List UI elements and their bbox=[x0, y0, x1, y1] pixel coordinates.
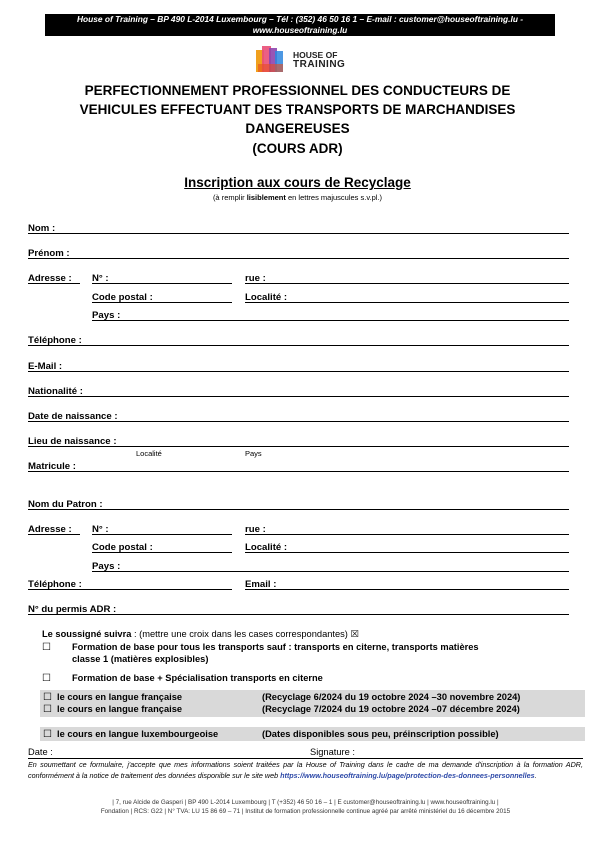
lieu-pays-hint: Pays bbox=[245, 449, 262, 458]
option-1-label-line-1: Formation de base pour tous les transports sauf : transports en citerne, transports matières bbox=[72, 642, 479, 652]
localite-field[interactable] bbox=[245, 302, 569, 303]
permis-adr-label: N° du permis ADR : bbox=[28, 604, 117, 615]
nom-field[interactable] bbox=[28, 233, 569, 234]
email-label: E-Mail : bbox=[28, 361, 63, 372]
patron-telephone-field[interactable] bbox=[28, 589, 232, 590]
code-postal-label: Code postal : bbox=[92, 292, 153, 303]
pays-field[interactable] bbox=[92, 320, 569, 321]
course-2-detail: (Recyclage 7/2024 du 19 octobre 2024 –07 décembre 2024) bbox=[262, 704, 520, 714]
nom-patron-label: Nom du Patron : bbox=[28, 499, 103, 510]
rue-label: rue : bbox=[245, 273, 266, 284]
prenom-label: Prénom : bbox=[28, 248, 70, 259]
patron-no-field[interactable] bbox=[92, 534, 232, 535]
course-3-language: le cours en langue luxembourgeoise bbox=[57, 729, 219, 739]
patron-code-postal-label: Code postal : bbox=[92, 542, 153, 553]
permis-adr-field[interactable] bbox=[28, 614, 569, 615]
lieu-naissance-field[interactable] bbox=[28, 446, 569, 447]
nom-label: Nom : bbox=[28, 223, 56, 234]
patron-pays-label: Pays : bbox=[92, 561, 121, 572]
footer-registration: Fondation | RCS: G22 | N° TVA: LU 15 86 69 – 71 | Institut de formation professionnelle continue agréé par arrêté ministériel du 16 décembre 2015 bbox=[100, 808, 511, 815]
patron-email-label: Email : bbox=[245, 579, 277, 590]
options-intro-rest: : (mettre une croix dans les cases correspondantes) ☒ bbox=[131, 629, 359, 639]
course-1-checkbox[interactable]: ☐ bbox=[43, 692, 52, 703]
nationalite-label: Nationalité : bbox=[28, 386, 83, 397]
logo-line-1: HOUSE OF bbox=[293, 50, 338, 60]
nationalite-field[interactable] bbox=[28, 396, 569, 397]
logo-mark-icon bbox=[255, 44, 289, 76]
lieu-localite-hint: Localité bbox=[136, 449, 162, 458]
patron-localite-label: Localité : bbox=[245, 542, 288, 553]
patron-adresse-label: Adresse : bbox=[28, 524, 72, 535]
rue-field[interactable] bbox=[245, 283, 569, 284]
form-heading: Inscription aux cours de Recyclage bbox=[184, 175, 411, 190]
options-intro bbox=[42, 629, 359, 640]
course-1-detail: (Recyclage 6/2024 du 19 octobre 2024 –30 novembre 2024) bbox=[262, 692, 521, 702]
prenom-field[interactable] bbox=[28, 258, 569, 259]
localite-label: Localité : bbox=[245, 292, 288, 303]
notice-text: En soumettant ce formulaire, j'accepte que mes informations soient traitées par la House of Training dans le cadre de ma demande d'inscription à la formation ADR, conformément à la notice de traitement des données disponible sur le site web bbox=[28, 760, 583, 780]
instructions-post: en lettres majuscules s.v.pl.) bbox=[285, 193, 383, 202]
adresse-label: Adresse : bbox=[28, 273, 72, 284]
document-title-line-3: DANGEREUSES bbox=[245, 121, 350, 136]
data-protection-notice bbox=[28, 760, 583, 781]
email-field[interactable] bbox=[28, 371, 569, 372]
adresse-underline bbox=[28, 283, 80, 284]
patron-rue-label: rue : bbox=[245, 524, 266, 535]
form-instructions bbox=[30, 193, 565, 202]
patron-no-label: N° : bbox=[92, 524, 109, 535]
house-of-training-logo bbox=[255, 44, 375, 76]
instructions-pre: (à remplir bbox=[212, 193, 247, 202]
logo-text bbox=[293, 50, 345, 70]
patron-adresse-underline bbox=[28, 534, 80, 535]
patron-code-postal-field[interactable] bbox=[92, 552, 232, 553]
no-field[interactable] bbox=[92, 283, 232, 284]
header-banner bbox=[45, 14, 555, 36]
signature-divider bbox=[28, 758, 583, 759]
course-3-detail: (Dates disponibles sous peu, préinscription possible) bbox=[262, 729, 499, 739]
logo-line-2: TRAINING bbox=[293, 59, 346, 70]
patron-rue-field[interactable] bbox=[245, 534, 569, 535]
document-title-line-1: PERFECTIONNEMENT PROFESSIONNEL DES CONDUCTEURS DE bbox=[84, 83, 511, 98]
footer-address: | 7, rue Alcide de Gasperi | BP 490 L-2014 Luxembourg | T (+352) 46 50 16 – 1 | E customer@houseoftraining.lu | www.houseoftraining.lu | bbox=[112, 799, 499, 806]
date-label: Date : bbox=[28, 747, 53, 757]
telephone-field[interactable] bbox=[28, 345, 569, 346]
signature-label: Signature : bbox=[310, 747, 355, 757]
notice-end: . bbox=[534, 770, 537, 780]
date-naissance-label: Date de naissance : bbox=[28, 411, 118, 422]
course-1-language: le cours en langue française bbox=[57, 692, 183, 702]
option-1-checkbox[interactable]: ☐ bbox=[42, 642, 51, 653]
document-title-line-4: (COURS ADR) bbox=[252, 141, 343, 156]
option-1-label-line-2: classe 1 (matières explosibles) bbox=[72, 654, 209, 664]
patron-telephone-label: Téléphone : bbox=[28, 579, 82, 590]
nom-patron-field[interactable] bbox=[28, 509, 569, 510]
option-2-label: Formation de base + Spécialisation transports en citerne bbox=[72, 673, 323, 683]
matricule-field[interactable] bbox=[28, 471, 569, 472]
header-contact: House of Training – BP 490 L-2014 Luxembourg – Tél : (352) 46 50 16 1 – E-mail : customer@houseoftraining.lu - bbox=[76, 14, 524, 24]
patron-localite-field[interactable] bbox=[245, 552, 569, 553]
pays-label: Pays : bbox=[92, 310, 121, 321]
patron-pays-field[interactable] bbox=[92, 571, 569, 572]
code-postal-field[interactable] bbox=[92, 302, 232, 303]
course-2-language: le cours en langue française bbox=[57, 704, 183, 714]
no-label: N° : bbox=[92, 273, 109, 284]
document-title-line-2: VEHICULES EFFECTUANT DES TRANSPORTS DE MARCHANDISES bbox=[79, 102, 516, 117]
header-website: www.houseoftraining.lu bbox=[252, 25, 348, 35]
patron-email-field[interactable] bbox=[245, 589, 569, 590]
lieu-naissance-label: Lieu de naissance : bbox=[28, 436, 117, 447]
logo-block-5 bbox=[258, 64, 283, 72]
course-3-checkbox[interactable]: ☐ bbox=[43, 729, 52, 740]
options-intro-bold: Le soussigné suivra bbox=[42, 629, 132, 639]
option-2-checkbox[interactable]: ☐ bbox=[42, 673, 51, 684]
telephone-label: Téléphone : bbox=[28, 335, 82, 346]
matricule-label: Matricule : bbox=[28, 461, 76, 472]
privacy-policy-link[interactable]: https://www.houseoftraining.lu/page/protection-des-donnees-personnelles bbox=[280, 770, 535, 780]
course-2-checkbox[interactable]: ☐ bbox=[43, 704, 52, 715]
instructions-bold: lisiblement bbox=[246, 193, 286, 202]
date-naissance-field[interactable] bbox=[28, 421, 569, 422]
